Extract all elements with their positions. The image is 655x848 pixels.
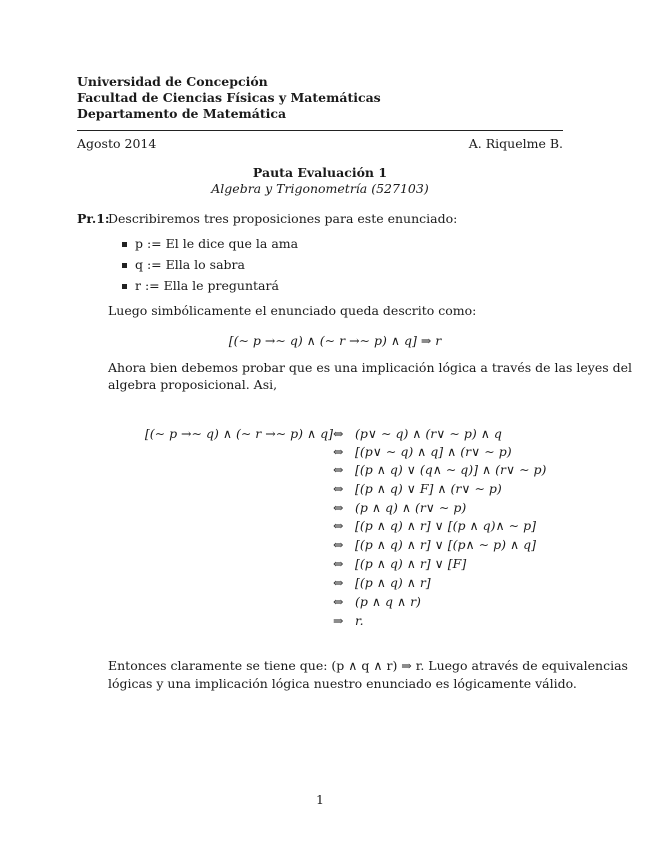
author: A. Riquelme B.: [468, 136, 563, 151]
derivation-step: [(p ∧ q) ∧ r] ∨ [(p ∧ q)∧ ∼ p]: [355, 518, 536, 533]
derivation-step: [(p ∧ q) ∨ (q∧ ∼ q)] ∧ (r∨ ∼ p): [355, 462, 547, 477]
derivation-operator: ⇔: [333, 481, 344, 496]
derivation-operator: ⇔: [333, 575, 344, 590]
derivation-operator: ⇒: [333, 613, 344, 628]
derivation-step: [(p ∧ q) ∨ F] ∧ (r∨ ∼ p): [355, 481, 502, 496]
derivation-step: [(p ∧ q) ∧ r] ∨ [(p∧ ∼ p) ∧ q]: [355, 537, 536, 552]
symbolic-intro: Luego simbólicamente el enunciado queda descrito como:: [108, 303, 477, 318]
derivation-operator: ⇔: [333, 594, 344, 609]
derivation-operator: ⇔: [333, 556, 344, 571]
conclusion-line-2: lógicas y una implicación lógica nuestro enunciado es lógicamente válido.: [108, 676, 577, 691]
main-formula: [(∼ p →∼ q) ∧ (∼ r →∼ p) ∧ q] ⇒ r: [228, 333, 442, 348]
derivation-lhs: [(∼ p →∼ q) ∧ (∼ r →∼ p) ∧ q]: [144, 426, 333, 441]
problem-intro: Describiremos tres proposiciones para este enunciado:: [108, 211, 458, 226]
derivation-step: (p ∧ q ∧ r): [355, 594, 421, 609]
bullet-icon: [122, 242, 127, 247]
conclusion-line-1: Entonces claramente se tiene que: (p ∧ q ∧ r) ⇒ r. Luego através de equivalencias: [108, 658, 628, 673]
derivation-operator: ⇔: [333, 462, 344, 477]
derivation-step: (p ∧ q) ∧ (r∨ ∼ p): [355, 500, 467, 515]
document-subtitle: Algebra y Trigonometría (527103): [211, 181, 429, 196]
problem-label: Pr.1:: [77, 211, 110, 226]
proposition-q: q := Ella lo sabra: [135, 257, 245, 272]
derivation-step: [(p ∧ q) ∧ r] ∨ [F]: [355, 556, 467, 571]
derivation-operator: ⇔: [333, 537, 344, 552]
faculty-name: Facultad de Ciencias Físicas y Matemáticas: [77, 90, 381, 105]
date: Agosto 2014: [77, 136, 157, 151]
derivation-operator: ⇔: [333, 500, 344, 515]
derivation-operator: ⇔: [333, 444, 344, 459]
bullet-icon: [122, 263, 127, 268]
proposition-r: r := Ella le preguntará: [135, 278, 279, 293]
document-title: Pauta Evaluación 1: [252, 165, 388, 180]
bullet-icon: [122, 284, 127, 289]
derivation-step: r.: [355, 613, 364, 628]
university-name: Universidad de Concepción: [77, 74, 268, 89]
proposition-p: p := El le dice que la ama: [135, 236, 299, 251]
derivation-operator: ⇔: [333, 426, 344, 441]
derivation-step: (p∨ ∼ q) ∧ (r∨ ∼ p) ∧ q: [355, 426, 502, 441]
derivation-step: [(p∨ ∼ q) ∧ q] ∧ (r∨ ∼ p): [355, 444, 512, 459]
department-name: Departamento de Matemática: [77, 106, 287, 121]
proof-intro-line-2: algebra proposicional. Asi,: [108, 377, 278, 392]
header-rule: [77, 130, 563, 131]
derivation-step: [(p ∧ q) ∧ r]: [355, 575, 431, 590]
page-number: 1: [316, 792, 324, 807]
proof-intro-line-1: Ahora bien debemos probar que es una implicación lógica a través de las leyes del: [108, 360, 633, 375]
derivation-operator: ⇔: [333, 518, 344, 533]
